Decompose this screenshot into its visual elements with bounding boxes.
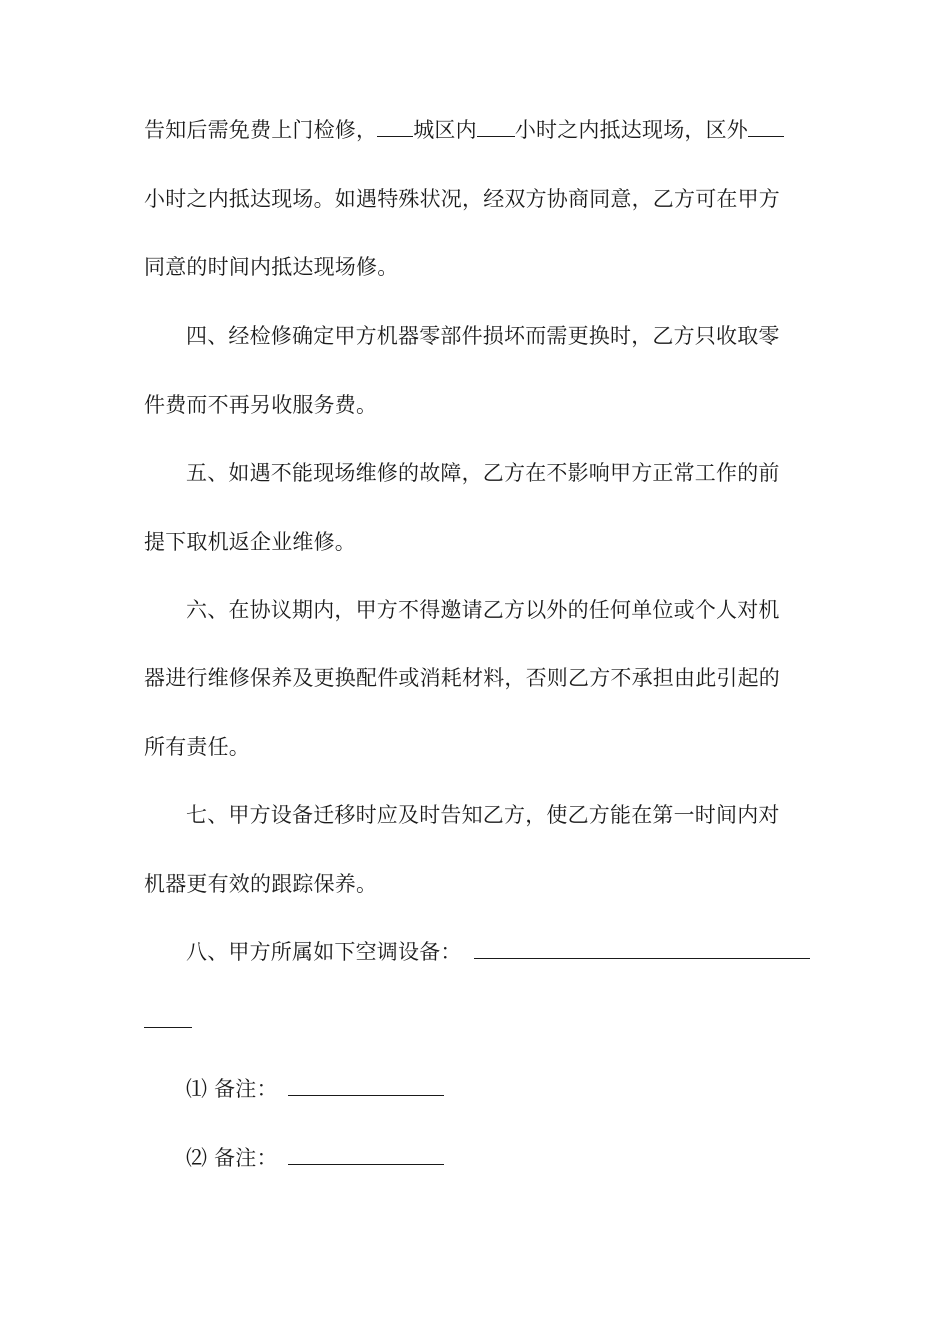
remark-2-blank-field[interactable] <box>288 1144 444 1165</box>
clause-4-line-2: 件费而不再另收服务费。 <box>144 393 378 417</box>
remark-1-line <box>186 1074 866 1104</box>
line1-end: 小时之内抵达现场，区外 <box>514 118 749 142</box>
clause-6-line-2: 器进行维修保养及更换配件或消耗材料，否则乙方不承担由此引起的 <box>144 666 780 690</box>
remark-1-blank-field[interactable] <box>288 1075 444 1096</box>
remark-2-label: ⑵ 备注： <box>186 1146 278 1170</box>
text-line-1 <box>144 115 824 145</box>
blank-field-outside-hours[interactable] <box>748 116 784 137</box>
clause-4-line-1: 四、经检修确定甲方机器零部件损坏而需更换时，乙方只收取零 <box>186 324 780 348</box>
blank-field-city-hours-label[interactable] <box>377 116 413 137</box>
clause-6-line-3: 所有责任。 <box>144 735 250 759</box>
text-line-3: 同意的时间内抵达现场修。 <box>144 255 399 279</box>
clause-7-line-1: 七、甲方设备迁移时应及时告知乙方，使乙方能在第一时间内对 <box>186 803 780 827</box>
clause-7-line-2: 机器更有效的跟踪保养。 <box>144 872 378 896</box>
remark-2-line <box>186 1143 866 1173</box>
text-line-2: 小时之内抵达现场。如遇特殊状况，经双方协商同意，乙方可在甲方 <box>144 187 780 211</box>
clause-8-label: 八、甲方所属如下空调设备： <box>186 940 462 964</box>
clause-5-line-2: 提下取机返企业维修。 <box>144 530 356 554</box>
blank-field-city-hours[interactable] <box>477 116 515 137</box>
clause-5-line-1: 五、如遇不能现场维修的故障，乙方在不影响甲方正常工作的前 <box>186 461 780 485</box>
equipment-blank-field[interactable] <box>474 938 810 959</box>
equipment-blank-field-continued[interactable] <box>144 1007 192 1028</box>
line1-start: 告知后需免费上门检修， <box>144 118 378 142</box>
clause-8-line-2 <box>144 1006 824 1036</box>
clause-6-line-1: 六、在协议期内，甲方不得邀请乙方以外的任何单位或个人对机 <box>186 598 780 622</box>
remark-1-label: ⑴ 备注： <box>186 1077 278 1101</box>
line1-middle: 城区内 <box>413 118 477 142</box>
clause-8-line-1 <box>186 937 866 967</box>
